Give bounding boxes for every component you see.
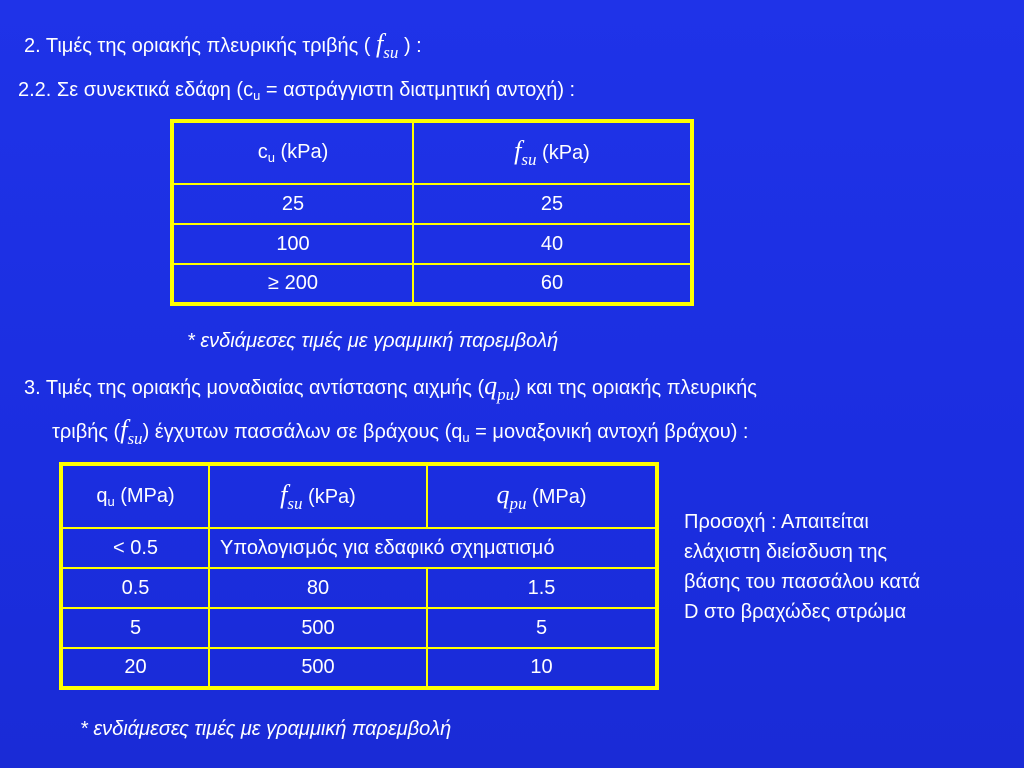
soil-calculation-cell: Υπολογισμός για εδαφικό σχηματισμό [209, 528, 657, 568]
cohesive-soil-table [170, 119, 694, 306]
header-fsu: $f_{su}$ (kPa) [209, 464, 427, 528]
heading-2-2: 2.2. Σε συνεκτικά εδάφη ($c_u = \alpha\sigma\tau\rho ά\gamma\gamma\iota\sigma\tau\eta$ διατμητική αντοχή) : [18, 79, 576, 103]
fsu-symbol: $f_{su}$ [120, 415, 143, 448]
table-header-row [172, 121, 692, 184]
table-row: 0.5 80 1.5 [61, 568, 657, 608]
penetration-warning: Προσοχή : Απαιτείται ελάχιστη διείσδυση της βάσης του πασσάλου κατά D στο βραχώδες στρώμα [684, 511, 921, 623]
table-row: 100 40 [172, 224, 692, 264]
table-row: < 0.5 Υπολογισμός για εδαφικό σχηματισμό [61, 528, 657, 568]
heading-3-line-2: τριβής $(f_{su})$ έγχυτων πασσάλων σε βράχους ($q_u = \mu o\nu\alpha\xi o\nu\iota\kappa ή$ αντοχή βράχου) : [52, 415, 749, 448]
qpu-symbol: $q_{pu}$ [484, 371, 515, 404]
table-row: 5 500 5 [61, 608, 657, 648]
table-row: 20 500 10 [61, 648, 657, 688]
header-fsu: $f_{su}$ (kPa) [413, 121, 692, 184]
table-header-row [61, 464, 657, 528]
fsu-symbol: $f_{su}$ [376, 29, 399, 62]
header-qu: $q_u$ (MPa) [61, 464, 209, 528]
rock-pile-table [59, 462, 659, 690]
interpolation-note-1: * ενδιάμεσες τιμές με γραμμική παρεμβολή [187, 330, 559, 352]
header-qpu: $q_{pu}$ (MPa) [427, 464, 657, 528]
heading-3-line-1: 3. Τιμές της οριακής μοναδιαίας αντίστασης αιχμής $(q_{pu})$ και της οριακής πλευρικής [24, 371, 757, 404]
header-cu: $c_u$ (kPa) [172, 121, 413, 184]
heading-2: 2. Τιμές της οριακής πλευρικής τριβής ( $f_{su}$ ) : [24, 29, 422, 62]
interpolation-note-2: * ενδιάμεσες τιμές με γραμμική παρεμβολή [80, 718, 452, 740]
table-row: 25 25 [172, 184, 692, 224]
table-row: ≥ 200 60 [172, 264, 692, 304]
